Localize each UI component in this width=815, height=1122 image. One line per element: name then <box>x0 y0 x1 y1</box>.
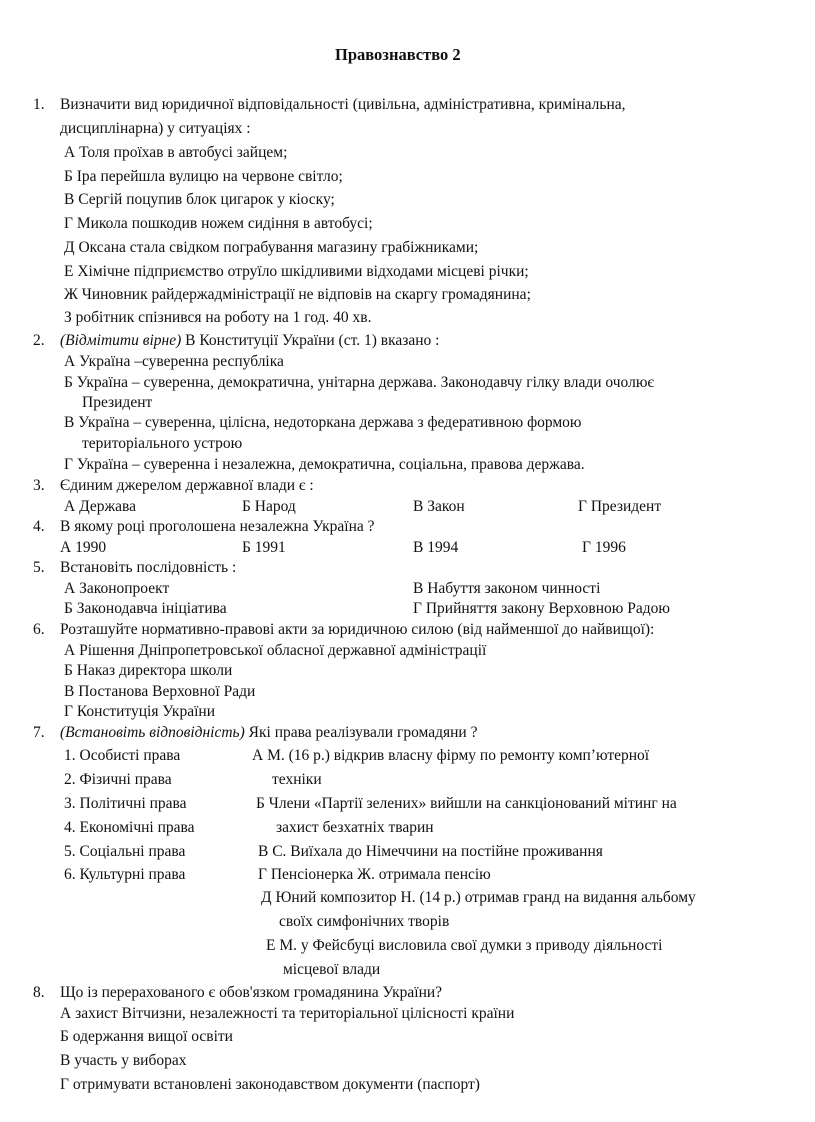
q6-text: Розташуйте нормативно-правові акти за юридичною силою (від найменшої до найвищої): <box>60 621 655 638</box>
q8-number: 8. <box>33 984 45 1001</box>
q3-option-c: В Закон <box>413 498 465 515</box>
q7-instruction: (Встановіть відповідність) <box>60 724 245 741</box>
q7-situation-b-line-1: Б Члени «Партії зелених» вийшли на санкціонований мітинг на <box>256 795 677 812</box>
q1-option-f: Е Хімічне підприємство отруїло шкідливими відходами місцеві річки; <box>64 263 529 280</box>
q1-option-e: Д Оксана стала свідком пограбування магазину грабіжниками; <box>64 239 479 256</box>
q2-option-b-line-2: Президент <box>82 394 153 411</box>
q3-option-a: А Держава <box>64 498 137 515</box>
q2-text <box>60 331 439 351</box>
q5-option-d: Г Прийняття закону Верховною Радою <box>413 600 670 617</box>
q8-option-a: А захист Вітчизни, незалежності та територіальної цілісності країни <box>60 1005 515 1022</box>
q6-option-a: А Рішення Дніпропетровської обласної державної адміністрації <box>64 642 487 659</box>
q5-option-c: В Набуття законом чинності <box>413 580 601 597</box>
q7-situation-d: Г Пенсіонерка Ж. отримала пенсію <box>258 866 491 883</box>
q2-option-c-line-1: В Україна – суверенна, цілісна, недоторкана держава з федеративною формою <box>64 414 582 431</box>
q2-number: 2. <box>33 332 45 349</box>
q1-text-line-2: дисциплінарна) у ситуаціях : <box>60 120 251 137</box>
q5-option-a: А Законопроект <box>64 580 170 597</box>
q7-right-2: 2. Фізичні права <box>64 771 172 788</box>
q6-option-c: В Постанова Верховної Ради <box>64 683 256 700</box>
q1-option-a: А Толя проїхав в автобусі зайцем; <box>64 144 288 161</box>
q5-text: Встановіть послідовність : <box>60 559 237 576</box>
q8-option-d: Г отримувати встановлені законодавством документи (паспорт) <box>60 1076 480 1093</box>
q1-number: 1. <box>33 96 45 113</box>
q7-situation-f-line-2: місцевої влади <box>283 961 381 978</box>
q7-question: Які права реалізували громадяни ? <box>244 724 478 741</box>
q2-instruction: (Відмітити вірне) <box>60 332 182 349</box>
q3-text: Єдиним джерелом державної влади є : <box>60 477 314 494</box>
q1-option-h: З робітник спізнився на роботу на 1 год. 40 хв. <box>64 309 372 326</box>
q2-option-c-line-2: територіального устрою <box>82 435 243 452</box>
q8-text: Що із перерахованого є обов'язком громадянина України? <box>60 984 443 1001</box>
q5-option-b: Б Законодавча ініціатива <box>64 600 227 617</box>
q4-option-a: А 1990 <box>60 539 107 556</box>
q2-option-a: А Україна –суверенна республіка <box>64 353 284 370</box>
q8-option-b: Б одержання вищої освіти <box>60 1028 233 1045</box>
q2-question: В Конституції України (ст. 1) вказано : <box>181 332 440 349</box>
q4-option-c: В 1994 <box>413 539 459 556</box>
q2-option-b-line-1: Б Україна – суверенна, демократична, унітарна держава. Законодавчу гілку влади очолює <box>64 374 655 391</box>
q1-option-d: Г Микола пошкодив ножем сидіння в автобусі; <box>64 215 373 232</box>
q2-option-d: Г Україна – суверенна і незалежна, демократична, соціальна, правова держава. <box>64 456 585 473</box>
q6-number: 6. <box>33 621 45 638</box>
q8-option-c: В участь у виборах <box>60 1052 187 1069</box>
q3-number: 3. <box>33 477 45 494</box>
q1-option-b: Б Іра перейшла вулицю на червоне світло; <box>64 168 343 185</box>
q6-option-d: Г Конституція України <box>64 703 215 720</box>
q7-situation-a-line-1: А М. (16 р.) відкрив власну фірму по ремонту комп’ютерної <box>252 747 650 764</box>
q6-option-b: Б Наказ директора школи <box>64 662 233 679</box>
q3-option-d: Г Президент <box>578 498 662 515</box>
q7-right-6: 6. Культурні права <box>64 866 186 883</box>
q7-number: 7. <box>33 724 45 741</box>
q7-right-3: 3. Політичні права <box>64 795 187 812</box>
q5-number: 5. <box>33 559 45 576</box>
q4-option-d: Г 1996 <box>582 539 626 556</box>
q4-number: 4. <box>33 518 45 535</box>
q7-situation-e-line-2: своїх симфонічних творів <box>279 913 450 930</box>
q7-right-4: 4. Економічні права <box>64 819 195 836</box>
q7-right-1: 1. Особисті права <box>64 747 181 764</box>
q7-situation-e-line-1: Д Юний композитор Н. (14 р.) отримав гранд на видання альбому <box>261 889 696 906</box>
q7-right-5: 5. Соціальні права <box>64 843 186 860</box>
q7-situation-f-line-1: Е М. у Фейсбуці висловила свої думки з приводу діяльності <box>266 937 663 954</box>
q1-option-g: Ж Чиновник райдержадміністрації не відповів на скаргу громадянина; <box>64 286 531 303</box>
q3-option-b: Б Народ <box>242 498 296 515</box>
q7-situation-c: В С. Виїхала до Німеччини на постійне проживання <box>258 843 603 860</box>
q7-situation-b-line-2: захист безхатніх тварин <box>276 819 434 836</box>
q7-situation-a-line-2: техніки <box>272 771 322 788</box>
q4-option-b: Б 1991 <box>242 539 286 556</box>
q7-text <box>60 723 477 743</box>
q4-text: В якому році проголошена незалежна Україна ? <box>60 518 375 535</box>
q1-text-line-1: Визначити вид юридичної відповідальності (цивільна, адміністративна, кримінальна, <box>60 96 626 113</box>
q1-option-c: В Сергій поцупив блок цигарок у кіоску; <box>64 191 335 208</box>
document-title: Правознавство 2 <box>335 45 461 64</box>
